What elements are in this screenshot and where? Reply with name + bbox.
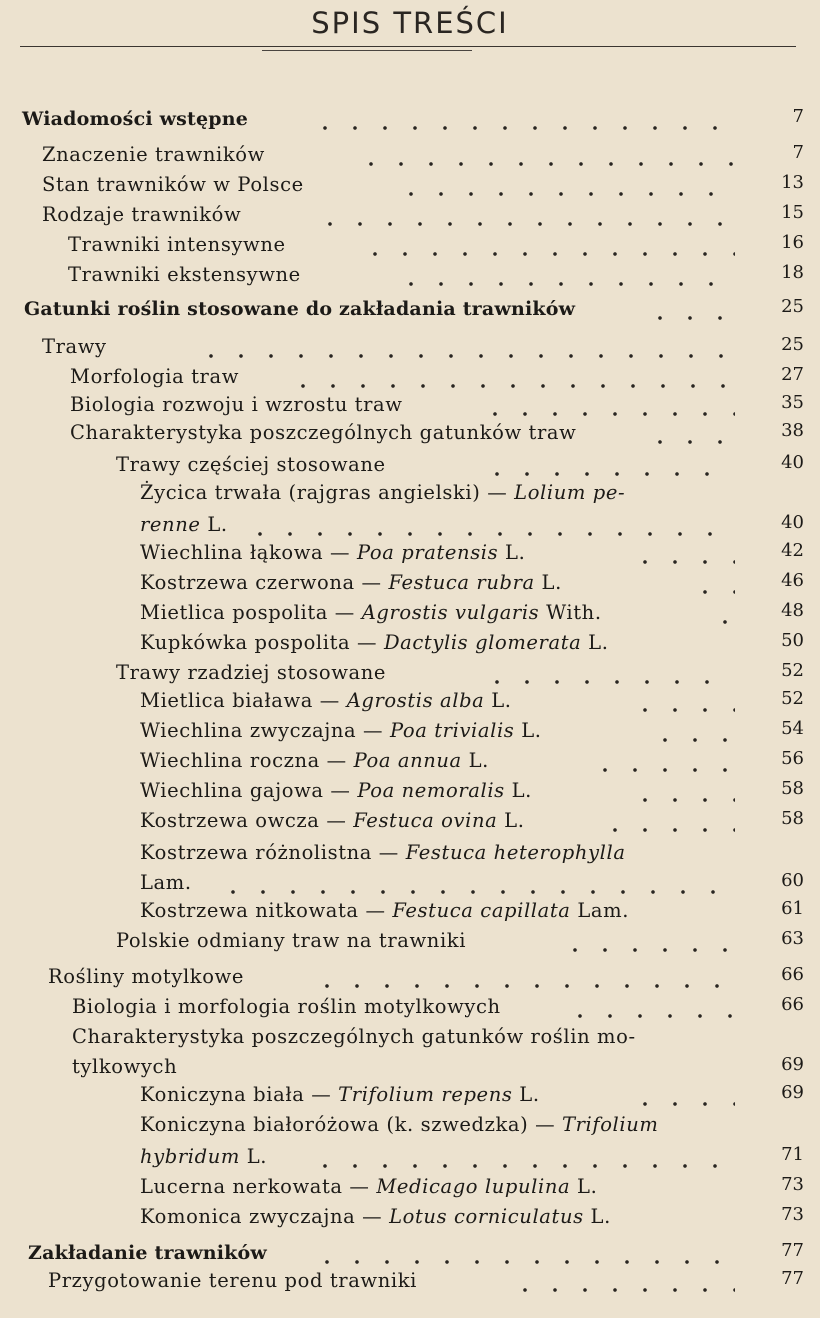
page-number: 35 bbox=[781, 392, 804, 413]
toc-entry bbox=[0, 1022, 820, 1052]
page-number: 52 bbox=[781, 688, 804, 709]
leader-dots bbox=[645, 418, 735, 448]
title-segment: Kupkówka pospolita — bbox=[140, 631, 384, 654]
toc-entry-title bbox=[140, 1110, 658, 1140]
toc-entry bbox=[0, 1052, 820, 1082]
toc-entry bbox=[0, 628, 820, 658]
title-segment: L. bbox=[581, 631, 609, 654]
title-segment: Trawniki intensywne bbox=[68, 233, 286, 256]
toc-entry-title bbox=[140, 510, 228, 540]
latin-name: Poa pratensis bbox=[356, 541, 499, 564]
leader-dots bbox=[310, 1142, 735, 1172]
toc-entry bbox=[0, 1142, 820, 1172]
title-segment: L. bbox=[239, 1145, 268, 1168]
leader-dots bbox=[360, 230, 735, 260]
toc-entry-title bbox=[140, 746, 489, 776]
leader-dots bbox=[218, 868, 735, 898]
toc-entry bbox=[0, 260, 820, 290]
toc-entry bbox=[0, 962, 820, 992]
toc-entry bbox=[0, 230, 820, 260]
toc-entry bbox=[0, 390, 820, 420]
leader-dots bbox=[730, 628, 735, 658]
toc-entry-title bbox=[140, 478, 625, 508]
leader-dots bbox=[310, 104, 735, 134]
page-number: 38 bbox=[781, 420, 804, 441]
page-number: 63 bbox=[781, 928, 804, 949]
title-segment: Trawniki ekstensywne bbox=[68, 263, 301, 286]
toc-entry bbox=[0, 1238, 820, 1268]
toc-entry bbox=[0, 992, 820, 1022]
page-number: 25 bbox=[781, 296, 804, 317]
title-segment: Kostrzewa owcza — bbox=[140, 809, 354, 832]
toc-entry bbox=[0, 926, 820, 956]
toc-entry bbox=[0, 896, 820, 926]
title-segment: Trawy częściej stosowane bbox=[116, 453, 386, 476]
title-segment: Trawy rzadziej stosowane bbox=[116, 661, 387, 684]
title-segment: L. bbox=[461, 749, 489, 772]
toc-entry-title bbox=[24, 294, 575, 324]
page-number: 27 bbox=[781, 364, 804, 385]
title-segment: L. bbox=[200, 513, 228, 536]
latin-name: Poa trivialis bbox=[389, 719, 515, 742]
latin-name: Agrostis vulgaris bbox=[361, 601, 540, 624]
toc-entry-title bbox=[72, 1052, 177, 1082]
page-number: 7 bbox=[792, 106, 804, 127]
leader-dots bbox=[480, 390, 735, 420]
leader-dots bbox=[630, 776, 735, 806]
title-segment: Lucerna nerkowata — bbox=[140, 1175, 377, 1198]
toc-entry bbox=[0, 746, 820, 776]
title-segment: L. bbox=[583, 1205, 611, 1228]
toc-entry bbox=[0, 170, 820, 200]
title-segment: Komonica zwyczajna — bbox=[140, 1205, 390, 1228]
toc-entry-title bbox=[140, 568, 562, 598]
title-segment: Mietlica biaława — bbox=[140, 689, 347, 712]
toc-entry-title bbox=[140, 1172, 597, 1202]
toc-entry-title bbox=[140, 598, 602, 628]
title-segment: Znaczenie trawników bbox=[42, 143, 265, 166]
toc-entry-title bbox=[42, 140, 265, 170]
toc-entry-title bbox=[116, 658, 386, 688]
toc-entry-title bbox=[140, 1202, 611, 1232]
leader-dots bbox=[590, 746, 735, 776]
toc-entry bbox=[0, 200, 820, 230]
leader-dots bbox=[482, 450, 735, 480]
toc-entry-title bbox=[140, 686, 512, 716]
toc-entry bbox=[0, 294, 820, 324]
leader-dots bbox=[482, 658, 735, 688]
toc-entry bbox=[0, 1172, 820, 1202]
toc-entry-title bbox=[68, 260, 301, 290]
title-segment: Kostrzewa różnolistna — bbox=[140, 841, 406, 864]
title-segment: Koniczyna białoróżowa (k. szwedzka) — bbox=[140, 1113, 563, 1136]
toc-entry-title bbox=[22, 104, 248, 134]
title-segment: L. bbox=[484, 689, 512, 712]
toc-entry bbox=[0, 838, 820, 868]
page-number: 61 bbox=[781, 898, 804, 919]
title-segment: Kostrzewa nitkowata — bbox=[140, 899, 393, 922]
toc-entry bbox=[0, 538, 820, 568]
toc-entry bbox=[0, 716, 820, 746]
latin-name: Poa annua bbox=[353, 749, 462, 772]
toc-entry bbox=[0, 140, 820, 170]
leader-dots bbox=[645, 294, 735, 324]
toc-entry-title bbox=[140, 896, 629, 926]
leader-dots bbox=[565, 992, 735, 1022]
page-number: 15 bbox=[781, 202, 804, 223]
page-number: 73 bbox=[781, 1174, 804, 1195]
toc-entry-title bbox=[140, 716, 542, 746]
title-segment: Wiechlina łąkowa — bbox=[140, 541, 357, 564]
leader-dots bbox=[690, 568, 735, 598]
title-segment: Lam. bbox=[140, 871, 192, 894]
toc-entry bbox=[0, 1266, 820, 1296]
toc-entry-title bbox=[70, 390, 403, 420]
title-segment: Zakładanie trawników bbox=[28, 1242, 267, 1264]
latin-name: hybridum bbox=[140, 1145, 240, 1168]
leader-dots bbox=[356, 140, 735, 170]
leader-dots bbox=[196, 332, 735, 362]
toc-entry bbox=[0, 1202, 820, 1232]
leader-dots bbox=[650, 716, 735, 746]
leader-dots bbox=[312, 962, 735, 992]
toc-entry bbox=[0, 598, 820, 628]
toc-entry-title bbox=[48, 1266, 417, 1296]
title-segment: Kostrzewa czerwona — bbox=[140, 571, 389, 594]
latin-name: renne bbox=[140, 513, 201, 536]
toc-entry-title bbox=[70, 362, 239, 392]
latin-name: Trifolium repens bbox=[338, 1083, 513, 1106]
toc-entry bbox=[0, 104, 820, 134]
toc-entry-title bbox=[140, 1080, 540, 1110]
leader-dots bbox=[630, 538, 735, 568]
title-segment: Rośliny motylkowe bbox=[48, 965, 244, 988]
leader-dots bbox=[396, 170, 735, 200]
title-segment: L. bbox=[570, 1175, 598, 1198]
toc-entry-title bbox=[42, 200, 241, 230]
toc-entry-title bbox=[140, 628, 609, 658]
title-segment: Biologia i morfologia roślin motylkowych bbox=[72, 995, 501, 1018]
title-segment: Życica trwała (rajgras angielski) — bbox=[140, 481, 515, 504]
toc-entry bbox=[0, 450, 820, 480]
toc-entry bbox=[0, 478, 820, 508]
title-segment: L. bbox=[514, 719, 542, 742]
page-number: 54 bbox=[781, 718, 804, 739]
leader-dots bbox=[630, 686, 735, 716]
toc-entry bbox=[0, 686, 820, 716]
page-number: 56 bbox=[781, 748, 804, 769]
page-number: 69 bbox=[781, 1054, 804, 1075]
leader-dots bbox=[288, 362, 735, 392]
latin-name: Medicago lupulina bbox=[376, 1175, 571, 1198]
title-segment: Przygotowanie terenu pod trawniki bbox=[48, 1269, 417, 1292]
page-number: 66 bbox=[781, 994, 804, 1015]
toc-entry-title bbox=[48, 962, 244, 992]
toc-entry bbox=[0, 418, 820, 448]
page-number: 18 bbox=[781, 262, 804, 283]
toc-entry-title bbox=[72, 992, 501, 1022]
toc-entry-title bbox=[140, 838, 626, 868]
latin-name: Dactylis glomerata bbox=[383, 631, 582, 654]
latin-name: Lolium pe- bbox=[514, 481, 626, 504]
leader-dots bbox=[312, 1238, 735, 1268]
title-segment: Wiechlina roczna — bbox=[140, 749, 354, 772]
title-segment: Polskie odmiany traw na trawniki bbox=[116, 929, 467, 952]
title-segment: Lam. bbox=[570, 899, 629, 922]
page-number: 66 bbox=[781, 964, 804, 985]
page-number: 50 bbox=[781, 630, 804, 651]
toc-entry bbox=[0, 1110, 820, 1140]
page-number: 77 bbox=[781, 1268, 804, 1289]
toc-entry-title bbox=[116, 926, 466, 956]
page-number: 60 bbox=[781, 870, 804, 891]
toc-entry bbox=[0, 806, 820, 836]
page-number: 52 bbox=[781, 660, 804, 681]
title-segment: Gatunki roślin stosowane do zakładania trawników bbox=[24, 298, 576, 320]
title-segment: Charakterystyka poszczególnych gatunków traw bbox=[70, 421, 577, 444]
title-segment: L. bbox=[498, 541, 526, 564]
toc-entry-title bbox=[140, 806, 525, 836]
title-segment: With. bbox=[539, 601, 602, 624]
latin-name: Festuca rubra bbox=[388, 571, 535, 594]
title-segment: Wiechlina gajowa — bbox=[140, 779, 358, 802]
page-number: 58 bbox=[781, 808, 804, 829]
leader-dots bbox=[396, 260, 735, 290]
latin-name: Festuca heterophylla bbox=[405, 841, 626, 864]
page-number: 40 bbox=[781, 452, 804, 473]
page-number: 73 bbox=[781, 1204, 804, 1225]
title-segment: Koniczyna biała — bbox=[140, 1083, 339, 1106]
leader-dots bbox=[710, 598, 735, 628]
page-number: 16 bbox=[781, 232, 804, 253]
latin-name: Festuca ovina bbox=[353, 809, 498, 832]
page-number: 40 bbox=[781, 512, 804, 533]
title-segment: L. bbox=[534, 571, 562, 594]
toc-entry bbox=[0, 868, 820, 898]
latin-name: Trifolium bbox=[562, 1113, 659, 1136]
page-number: 13 bbox=[781, 172, 804, 193]
page-number: 42 bbox=[781, 540, 804, 561]
title-segment: tylkowych bbox=[72, 1055, 178, 1078]
toc-entry-title bbox=[28, 1238, 267, 1268]
toc-entry bbox=[0, 510, 820, 540]
title-segment: Trawy bbox=[42, 335, 107, 358]
toc-entry-title bbox=[42, 332, 107, 362]
title-segment: Stan trawników w Polsce bbox=[42, 173, 304, 196]
title-segment: L. bbox=[497, 809, 525, 832]
toc-entry bbox=[0, 568, 820, 598]
page-title: SPIS TREŚCI bbox=[311, 6, 509, 40]
leader-dots bbox=[725, 1172, 735, 1202]
page-number: 46 bbox=[781, 570, 804, 591]
latin-name: Lotus corniculatus bbox=[389, 1205, 584, 1228]
leader-dots bbox=[560, 926, 735, 956]
leader-dots bbox=[510, 1266, 735, 1296]
title-segment: Biologia rozwoju i wzrostu traw bbox=[70, 393, 403, 416]
page-number: 7 bbox=[792, 142, 804, 163]
page-number: 71 bbox=[781, 1144, 804, 1165]
title-segment: Morfologia traw bbox=[70, 365, 239, 388]
leader-dots bbox=[315, 200, 735, 230]
toc-entry bbox=[0, 658, 820, 688]
toc-entry-title bbox=[140, 776, 532, 806]
latin-name: Festuca capillata bbox=[392, 899, 571, 922]
toc-entry-title bbox=[116, 450, 386, 480]
latin-name: Agrostis alba bbox=[346, 689, 485, 712]
latin-name: Poa nemoralis bbox=[357, 779, 505, 802]
page-number: 25 bbox=[781, 334, 804, 355]
toc-entry bbox=[0, 776, 820, 806]
page-number: 69 bbox=[781, 1082, 804, 1103]
toc-entry-title bbox=[140, 1142, 267, 1172]
toc-entry-title bbox=[140, 538, 525, 568]
leader-dots bbox=[600, 806, 735, 836]
title-segment: L. bbox=[512, 1083, 540, 1106]
toc-entry-title bbox=[68, 230, 286, 260]
toc-entry-title bbox=[140, 868, 192, 898]
toc-entry bbox=[0, 1080, 820, 1110]
title-segment: Charakterystyka poszczególnych gatunków roślin mo- bbox=[72, 1025, 636, 1048]
title-segment: Wiadomości wstępne bbox=[22, 108, 249, 130]
title-segment: L. bbox=[504, 779, 532, 802]
title-segment: Rodzaje trawników bbox=[42, 203, 242, 226]
toc-entry bbox=[0, 332, 820, 362]
toc-entry-title bbox=[42, 170, 304, 200]
leader-dots bbox=[245, 510, 735, 540]
page-number: 48 bbox=[781, 600, 804, 621]
toc-entry-title bbox=[72, 1022, 636, 1052]
page-number: 58 bbox=[781, 778, 804, 799]
title-segment: Wiechlina zwyczajna — bbox=[140, 719, 390, 742]
toc-entry bbox=[0, 362, 820, 392]
leader-dots bbox=[630, 1080, 735, 1110]
page-number: 77 bbox=[781, 1240, 804, 1261]
toc-entry-title bbox=[70, 418, 576, 448]
title-segment: Mietlica pospolita — bbox=[140, 601, 362, 624]
